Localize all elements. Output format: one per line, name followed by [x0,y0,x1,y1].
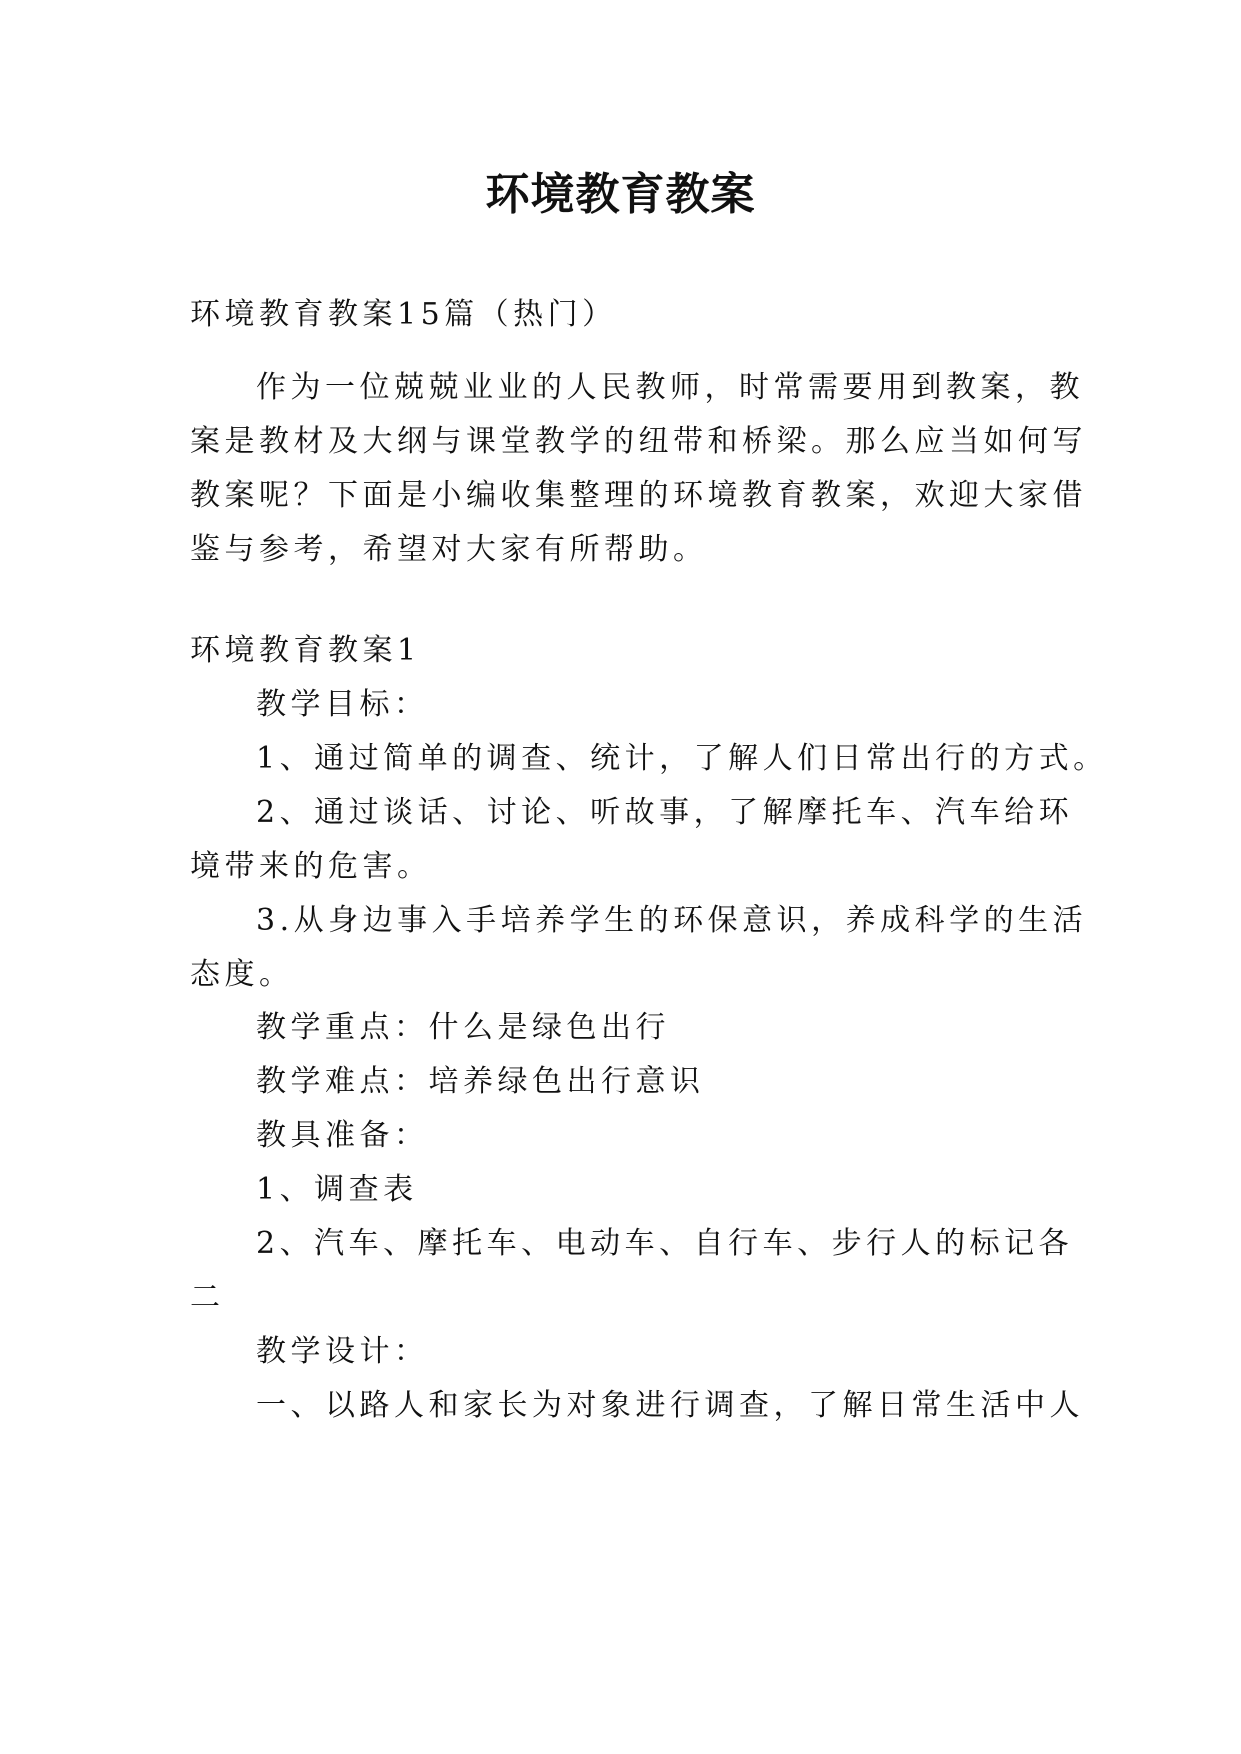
body-line-1: 教学目标： [256,687,429,722]
body-line-6: 态度。 [190,957,294,992]
body-line-10: 1、调查表 [256,1172,418,1207]
body-line-5: 3.从身边事入手培养学生的环保意识，养成科学的生活 [256,903,1088,938]
body-line-12: 二 [190,1280,225,1315]
body-line-14: 一、以路人和家长为对象进行调查，了解日常生活中人 [256,1388,1084,1423]
body-line-2: 1、通过简单的调查、统计，了解人们日常出行的方式。 [256,741,1108,776]
body-line-9: 教具准备： [256,1118,429,1153]
document-subtitle: 环境教育教案15篇（热门） [190,297,617,332]
body-line-7: 教学重点：什么是绿色出行 [256,1010,670,1045]
intro-line-3: 教案呢？下面是小编收集整理的环境教育教案，欢迎大家借 [190,478,1087,513]
body-line-4: 境带来的危害。 [190,849,432,884]
intro-line-1: 作为一位兢兢业业的人民教师，时常需要用到教案，教 [256,370,1084,405]
document-title: 环境教育教案 [485,169,756,220]
body-line-8: 教学难点：培养绿色出行意识 [256,1064,705,1099]
body-line-13: 教学设计： [256,1334,429,1369]
section-heading: 环境教育教案1 [190,633,421,668]
body-line-11: 2、汽车、摩托车、电动车、自行车、步行人的标记各 [256,1226,1074,1261]
intro-line-2: 案是教材及大纲与课堂教学的纽带和桥梁。那么应当如何写 [190,424,1087,459]
body-line-3: 2、通过谈话、讨论、听故事，了解摩托车、汽车给环 [256,795,1074,830]
intro-line-4: 鉴与参考，希望对大家有所帮助。 [190,532,708,567]
